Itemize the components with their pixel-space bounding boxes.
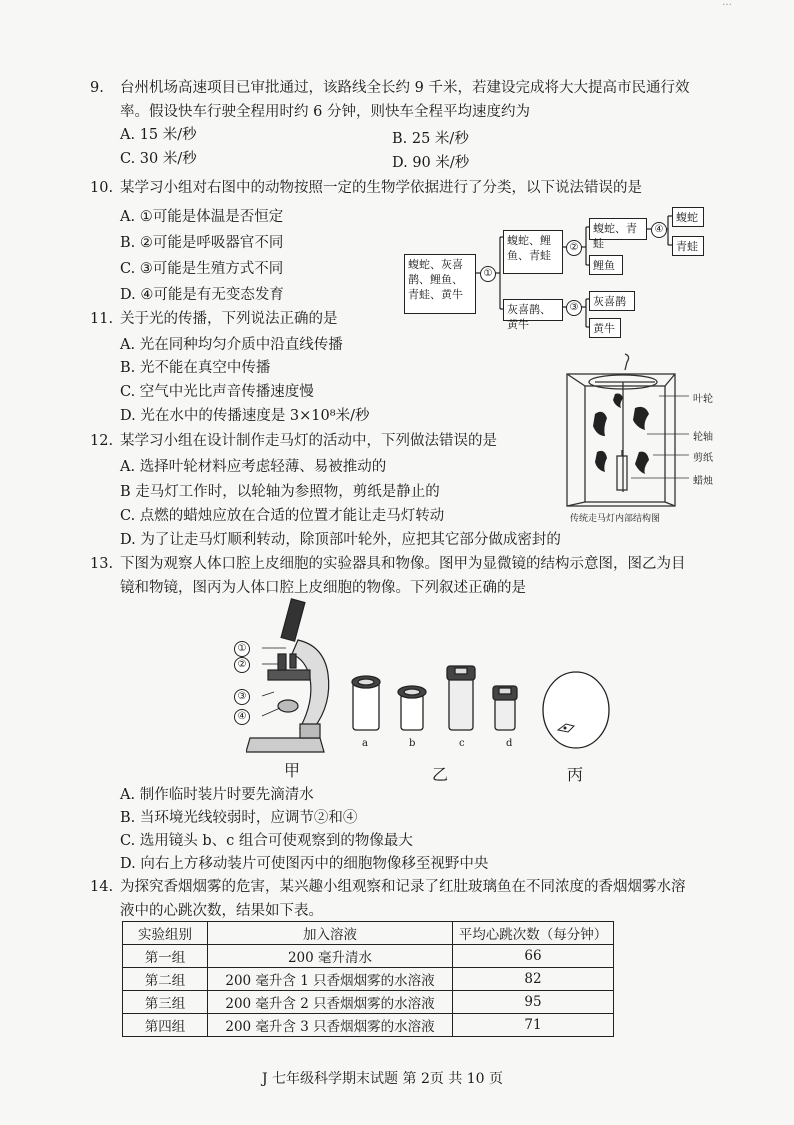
microscope-marker-3: ③ xyxy=(234,689,250,705)
option-d: D. 光在水中的传播速度是 3×10⁸米/秒 xyxy=(120,408,370,424)
option-b: B 走马灯工作时，以轮轴为参照物，剪纸是静止的 xyxy=(120,484,440,500)
root-box: 蝮蛇、灰喜鹊、鲤鱼、青蛙、黄牛 xyxy=(404,254,476,314)
node-1: ① xyxy=(480,266,496,282)
table-header: 加入溶液 xyxy=(208,922,453,945)
label-papercut: 剪纸 xyxy=(693,453,713,464)
lenses-drawing xyxy=(345,662,535,742)
label-candle: 蜡烛 xyxy=(693,476,713,487)
node-4: ④ xyxy=(651,222,667,238)
table-row xyxy=(123,991,614,1014)
question-text-line: 率。假设快车行驶全程用时约 6 分钟，则快车全程平均速度约为 xyxy=(120,104,530,120)
table-cell: 第二组 xyxy=(123,968,208,991)
question-text-line: 某学习小组在设计制作走马灯的活动中，下列做法错误的是 xyxy=(120,433,497,449)
results-table xyxy=(122,921,614,1037)
question-text-line: 某学习小组对右图中的动物按照一定的生物学依据进行了分类，以下说法错误的是 xyxy=(120,180,642,196)
option-b: B. 当环境光线较弱时，应调节②和④ xyxy=(120,810,358,826)
b2-box: 黄牛 xyxy=(589,318,621,338)
option-c: C. 选用镜头 b、c 组合可使观察到的物像最大 xyxy=(120,833,413,849)
lens-label-d: d xyxy=(506,738,513,749)
option-d: D. 为了让走马灯顺利转动，除顶部叶轮外，应把其它部分做成密封的 xyxy=(120,532,561,548)
option-d: D. 向右上方移动装片可使图丙中的细胞物像移至视野中央 xyxy=(120,856,489,872)
page-footer: J 七年级科学期末试题 第 2页 共 10 页 xyxy=(262,1071,504,1087)
b1-box: 灰喜鹊 xyxy=(589,291,635,311)
figure-label-yi: 乙 xyxy=(432,765,449,784)
cell-view xyxy=(540,670,612,752)
table-cell: 66 xyxy=(453,945,614,968)
microscope-drawing xyxy=(246,596,336,756)
table-cell: 200 毫升含 3 只香烟烟雾的水溶液 xyxy=(208,1014,453,1037)
option-b: B. 光不能在真空中传播 xyxy=(120,360,271,376)
question-10 xyxy=(90,176,710,200)
option-a: A. 选择叶轮材料应考虑轻薄、易被推动的 xyxy=(120,459,387,475)
lens-label-a: a xyxy=(362,738,368,749)
branch-a-box: 蝮蛇、鲤鱼、青蛙 xyxy=(503,230,563,274)
lens-label-b: b xyxy=(409,738,416,749)
table-cell: 82 xyxy=(453,968,614,991)
corner-mark: ... xyxy=(722,0,733,8)
option-a: A. 光在同种均匀介质中沿直线传播 xyxy=(120,337,343,353)
label-impeller: 叶轮 xyxy=(693,394,713,405)
table-cell: 200 毫升含 1 只香烟烟雾的水溶液 xyxy=(208,968,453,991)
option-b: B. ②可能是呼吸器官不同 xyxy=(120,235,284,251)
label-axle: 轮轴 xyxy=(693,432,713,443)
option-a: A. 15 米/秒 xyxy=(120,127,197,143)
question-number: 11. xyxy=(90,311,114,327)
table-row xyxy=(123,1014,614,1037)
figure-label-bing: 丙 xyxy=(567,765,584,784)
option-c: C. 30 米/秒 xyxy=(120,151,197,167)
microscope-marker-4: ④ xyxy=(234,709,250,725)
table-header-row xyxy=(123,922,614,945)
table-header: 平均心跳次数（每分钟） xyxy=(453,922,614,945)
question-number: 12. xyxy=(90,433,114,449)
node-3: ③ xyxy=(566,300,582,316)
microscope-marker-1: ① xyxy=(234,641,250,657)
table-cell: 第四组 xyxy=(123,1014,208,1037)
table-cell: 95 xyxy=(453,991,614,1014)
option-a: A. ①可能是体温是否恒定 xyxy=(120,209,284,225)
table-cell: 71 xyxy=(453,1014,614,1037)
question-text-line: 下图为观察人体口腔上皮细胞的实验器具和物像。图甲为显微镜的结构示意图，图乙为目 xyxy=(120,556,686,572)
question-number: 10. xyxy=(90,180,114,196)
option-c: C. 点燃的蜡烛应放在合适的位置才能让走马灯转动 xyxy=(120,508,445,524)
option-d: D. 90 米/秒 xyxy=(392,155,470,171)
lens-label-c: c xyxy=(459,738,465,749)
microscope-marker-2: ② xyxy=(234,657,250,673)
option-d: D. ④可能是有无变态发育 xyxy=(120,287,284,303)
branch-b-box: 灰喜鹊、黄牛 xyxy=(503,299,563,321)
table-cell: 第一组 xyxy=(123,945,208,968)
question-text-line: 台州机场高速项目已审批通过，该路线全长约 9 千米，若建设完成将大大提高市民通行效 xyxy=(120,80,690,96)
table-row xyxy=(123,945,614,968)
option-a: A. 制作临时装片时要先滴清水 xyxy=(120,787,314,803)
table-header: 实验组别 xyxy=(123,922,208,945)
question-number: 14. xyxy=(90,879,114,895)
option-b: B. 25 米/秒 xyxy=(392,131,469,147)
lantern-caption: 传统走马灯内部结构图 xyxy=(570,514,661,524)
question-9 xyxy=(90,76,710,124)
question-12 xyxy=(90,429,710,453)
figure-label-jia: 甲 xyxy=(284,761,301,780)
table-cell: 200 毫升清水 xyxy=(208,945,453,968)
question-13 xyxy=(90,552,710,600)
a1y-box: 青蛙 xyxy=(672,236,704,256)
option-c: C. ③可能是生殖方式不同 xyxy=(120,261,284,277)
table-row xyxy=(123,968,614,991)
question-11 xyxy=(90,307,710,331)
question-text-line: 镜和物镜，图丙为人体口腔上皮细胞的物像。下列叙述正确的是 xyxy=(120,580,526,596)
question-number: 13. xyxy=(90,556,114,572)
node-2: ② xyxy=(566,240,582,256)
a1x-box: 蝮蛇 xyxy=(672,207,704,227)
question-text-line: 液中的心跳次数，结果如下表。 xyxy=(120,903,323,919)
question-number: 9. xyxy=(90,80,104,96)
question-14 xyxy=(90,875,710,923)
a2-box: 鲤鱼 xyxy=(589,255,623,275)
option-c: C. 空气中光比声音传播速度慢 xyxy=(120,384,314,400)
table-cell: 第三组 xyxy=(123,991,208,1014)
table-cell: 200 毫升含 2 只香烟烟雾的水溶液 xyxy=(208,991,453,1014)
question-text-line: 关于光的传播，下列说法正确的是 xyxy=(120,311,338,327)
a1-box: 蝮蛇、青蛙 xyxy=(589,218,647,240)
question-text-line: 为探究香烟烟雾的危害，某兴趣小组观察和记录了红肚玻璃鱼在不同浓度的香烟烟雾水溶 xyxy=(120,879,686,895)
